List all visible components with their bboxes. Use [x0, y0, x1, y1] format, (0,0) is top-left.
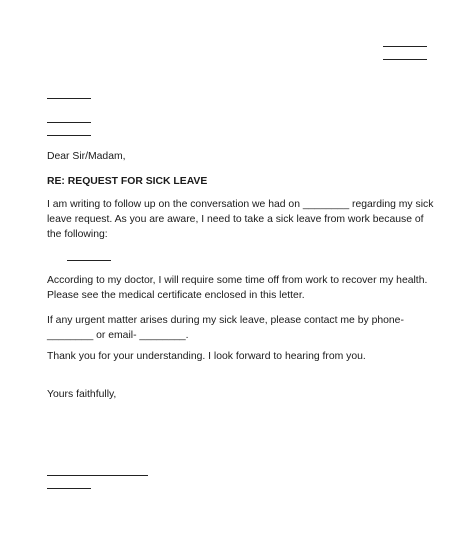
recipient-address-line-1 — [47, 122, 91, 123]
paragraph-3-line-1: If any urgent matter arises during my sick leave, please contact me by phone- — [47, 315, 404, 326]
paragraph-1-line-3: the following: — [47, 229, 108, 240]
sender-address-line-2 — [383, 59, 427, 60]
paragraph-1-line-1: I am writing to follow up on the conversation we had on ________ regarding my sick — [47, 199, 434, 210]
sender-address-line-1 — [383, 46, 427, 47]
recipient-address-line-2 — [47, 135, 91, 136]
paragraph-3-line-2: ________ or email- ________. — [47, 330, 189, 341]
paragraph-1-line-2: leave request. As you are aware, I need to take a sick leave from work because of — [47, 214, 424, 225]
paragraph-2-line-2: Please see the medical certificate enclosed in this letter. — [47, 290, 305, 301]
subject-line: RE: REQUEST FOR SICK LEAVE — [47, 176, 208, 187]
name-line — [47, 488, 91, 489]
signature-line — [47, 475, 148, 476]
date-line — [47, 98, 91, 99]
closing: Yours faithfully, — [47, 389, 117, 400]
reason-line — [67, 260, 111, 261]
paragraph-4: Thank you for your understanding. I look forward to hearing from you. — [47, 351, 366, 362]
salutation: Dear Sir/Madam, — [47, 151, 126, 162]
paragraph-2-line-1: According to my doctor, I will require some time off from work to recover my health. — [47, 275, 428, 286]
